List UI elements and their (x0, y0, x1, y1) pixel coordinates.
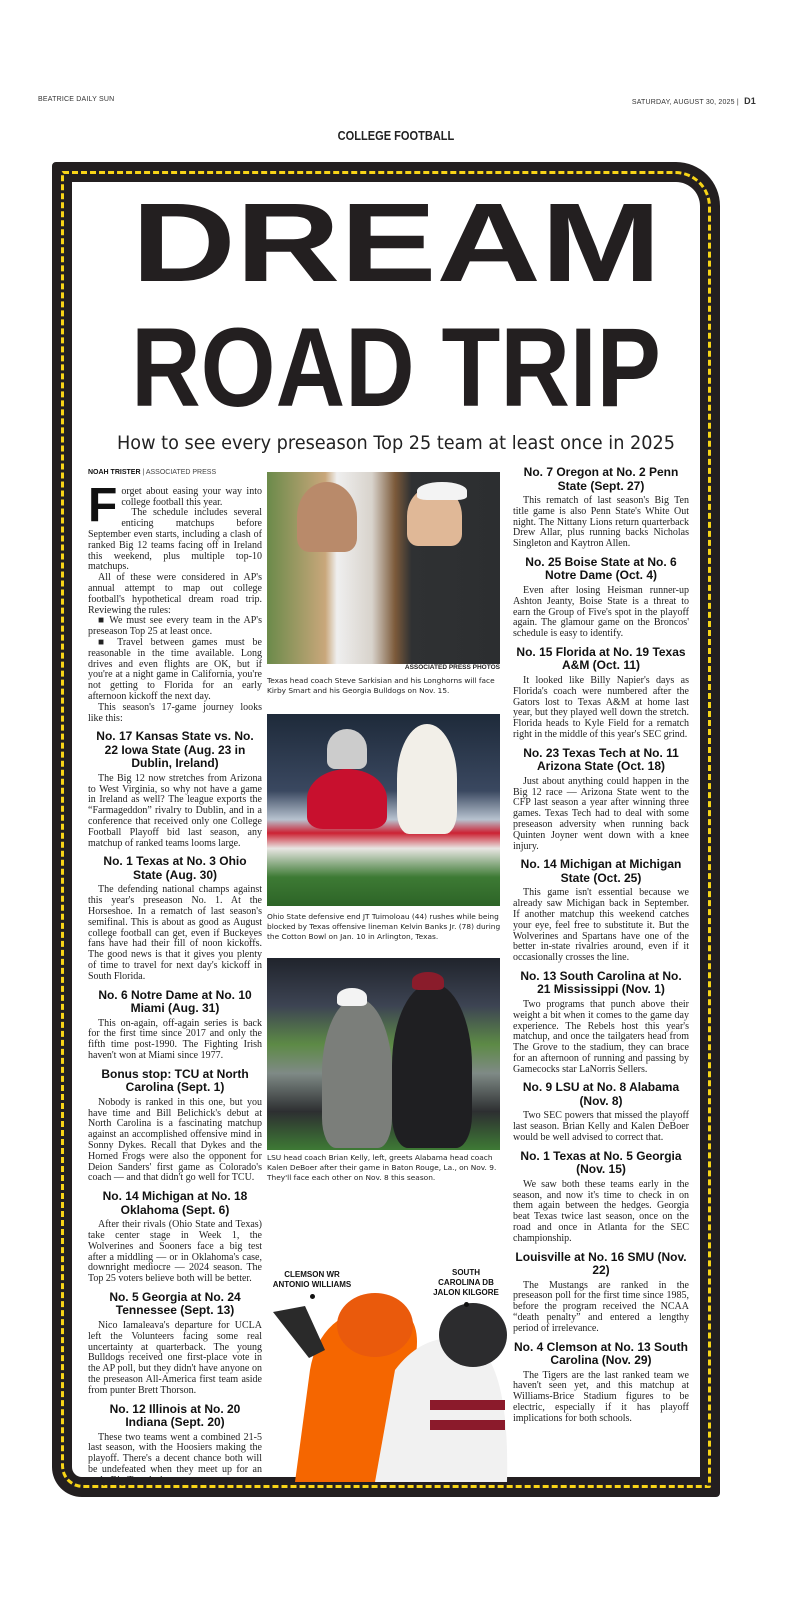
stop-heading: No. 12 Illinois at No. 20 Indiana (Sept. 20) (109, 1401, 241, 1429)
stop-heading: No. 6 Notre Dame at No. 10 Miami (Aug. 31) (98, 987, 252, 1016)
intro-paragraph: ■ We must see every team in the AP's preseason Top 25 at least once. (88, 615, 262, 638)
stop-heading: No. 17 Kansas State vs. No. 22 Iowa State (Aug. 23 in Dublin, Ireland) (96, 729, 254, 771)
intro-paragraph: All of these were considered in AP's annual attempt to map out college football's hypothetical dream road trip. Reviewing the rules: (88, 572, 262, 616)
stop-body: Nobody is ranked in this one, but you have time and Bill Belichick's debut at North Carolina is a fascinating matchup against an accomplished offensive mind in Sonny Dykes. Recall that Dykes and the Horned Frogs were also the opponent for Deion Sanders' first game as Colorado's coach — and that didn't go well for TCU. (88, 1096, 262, 1184)
stop-heading: No. 14 Michigan at Michigan State (Oct. 25) (520, 857, 682, 885)
photo-credit: ASSOCIATED PRESS PHOTOS (404, 664, 500, 671)
stop-heading: Louisville at No. 16 SMU (Nov. 22) (515, 1249, 687, 1278)
stop-body: This game isn't essential because we already saw Michigan back in September. If another matchup this weekend catches your eye, feel free to substitute it. But the Wolverines and Spartans have one of the better in-state rivalries around, even if it occasionally crosses the line. (513, 887, 689, 964)
stop-body: Just about anything could happen in the Big 12 race — Arizona State went to the CFP last season a year after winning three games. Texas Tech had to deal with some preseason adversity when running back Quinten Joyner went down with a knee injury. (513, 775, 689, 852)
photo-caption-2: Ohio State defensive end JT Tuimoloau (44) rushes while being blocked by Texas offensive lineman Kelvin Banks Jr. (78) during the Cotton Bowl on Jan. 10 in Arlington, Texas. (267, 912, 501, 941)
photo-caption-3: LSU head coach Brian Kelly, left, greets Alabama head coach Kalen DeBoer after their game in Baton Rouge, La., on Nov. 9. They'll face each other on Nov. 8 this season. (267, 1153, 497, 1182)
stop-heading: No. 14 Michigan at No. 18 Oklahoma (Sept. 6) (102, 1189, 248, 1217)
photo-ohio-state-texas (267, 714, 500, 906)
stop-body: Nico Iamaleava's departure for UCLA left the Volunteers facing some real uncertainty at quarterback. The young Bulldogs received one first-place vote in the AP poll, but they didn't have anyone on the preseason All-America first team aside from punter Brett Thorson. (88, 1319, 262, 1396)
subheadline: How to see every preseason Top 25 team at least once in 2025 (117, 432, 675, 454)
stop-body: Two programs that punch above their weight a bit when it comes to the game day experience. The Rebels host this year's matchup, and once the tailgaters head from The Grove to the stadium, they can brace for an afternoon of running and passing by Gamecocks star LaNorris Sellers. (513, 998, 689, 1075)
author: NOAH TRISTER (88, 469, 141, 476)
stop-body: We saw both these teams early in the season, and now it's time to check in on them again between the hedges. Georgia beat Texas twice last season, once on the road and once in Atlanta for the SEC championship. (513, 1178, 689, 1244)
section-label: COLLEGE FOOTBALL (337, 128, 455, 143)
stop-heading: No. 9 LSU at No. 8 Alabama (Nov. 8) (522, 1080, 680, 1108)
stop-heading: No. 13 South Carolina at No. 21 Mississippi (Nov. 1) (520, 968, 682, 997)
intro-paragraph: The schedule includes several enticing matchups before September even starts, including a clash of ranked Big 12 teams facing off in Ireland this weekend, plus multiple top-10 matchups. (88, 507, 262, 573)
glove (273, 1306, 325, 1358)
stop-heading: No. 15 Florida at No. 19 Texas A&M (Oct. 11) (516, 644, 686, 673)
byline (88, 468, 262, 479)
separator: | (736, 99, 739, 106)
stop-heading: No. 4 Clemson at No. 13 South Carolina (Nov. 29) (513, 1339, 689, 1368)
headline-line2: ROAD TRIP (131, 305, 661, 430)
stop-body: The Tigers are the last ranked team we haven't seen yet, and this matchup at Williams-Brice Stadium figures to be electric, especially if it has playoff implications for both schools. (513, 1369, 689, 1424)
photo-kelly-deboer (267, 958, 500, 1150)
newspaper-name: BEATRICE DAILY SUN (38, 96, 115, 103)
stop-heading: No. 5 Georgia at No. 24 Tennessee (Sept. 13) (109, 1289, 241, 1318)
stop-heading: No. 7 Oregon at No. 2 Penn State (Sept. 27) (523, 465, 679, 493)
photo-sarkisian-smart (267, 472, 500, 664)
stop-body: The Mustangs are ranked in the preseason poll for the first time since 1985, before the program received the NCAA “death penalty” and entered a lengthy period of irrelevance. (513, 1279, 689, 1334)
stop-body: Two SEC powers that missed the playoff last season. Brian Kelly and Kalen DeBoer would be well advised to correct that. (513, 1110, 689, 1144)
stop-heading: No. 1 Texas at No. 5 Georgia (Nov. 15) (520, 1148, 682, 1177)
byline-separator: | (142, 469, 145, 476)
stop-heading: No. 25 Boise State at No. 6 Notre Dame (Oct. 4) (525, 554, 677, 583)
stop-body: This rematch of last season's Big Ten title game is also Penn State's White Out night. The Nittany Lions return quarterback Drew Allar, plus running backs Nicholas Singleton and Kaytron Allen. (513, 495, 689, 550)
headline-line1-row (0, 180, 792, 305)
stop-body: This on-again, off-again series is back for the first time since 2017 and only the fifth time post-1990. The Fighting Irish haven't won at Miami since 1977. (88, 1017, 262, 1061)
page-number: D1 (744, 96, 756, 106)
stop-heading: Bonus stop: TCU at North Carolina (Sept. 1) (101, 1066, 249, 1095)
issue-date: SATURDAY, AUGUST 30, 2025 (631, 99, 735, 106)
right-column (513, 466, 689, 1425)
stop-body: These two teams went a combined 21-5 last season, with the Hoosiers making the playoff. There's a decent chance both will be undefeated when they meet up for an early Big Ten clash. (88, 1431, 262, 1486)
stop-body: It looked like Billy Napier's days as Florida's coach were numbered after the Gators lost to Texas A&M at home last year, but they played well down the stretch. Florida heads to Kyle Field for a rematch right in the middle of this year's SEC grind. (513, 674, 689, 740)
photo-caption-1: Texas head coach Steve Sarkisian and his Longhorns will face Kirby Smart and his Georgia Bulldogs on Nov. 15. (267, 676, 495, 695)
headline-line1: DREAM (131, 180, 661, 305)
drop-cap: F (88, 478, 118, 532)
intro-paragraph: This season's 17-game journey looks like this: (88, 701, 262, 724)
issue-date-page (632, 96, 756, 106)
intro-paragraph: orget about easing your way into college football this year. (121, 485, 262, 508)
stop-body: The Big 12 now stretches from Arizona to West Virginia, so why not have a game in Ireland as well? The league exports the “Farmageddon” rivalry to Dublin, and in a conference that received only one College Football Playoff bid last season, any matchup of ranked teams looms large. (88, 772, 262, 849)
clemson-helmet (337, 1293, 413, 1357)
stop-body: The defending national champs against this year's preseason No. 1. At the Horseshoe. In a rematch of last season's semifinal. This is about as good as August college football can get, even if Buckeyes fans have had their fill of noon kickoffs. The good news is that it gives you plenty of time to travel for next day's kickoff in South Florida. (88, 884, 262, 982)
cutout-label-south-carolina: SOUTH CAROLINA DB JALON KILGORE (430, 1268, 502, 1307)
cutout-label-clemson: CLEMSON WR ANTONIO WILLIAMS (268, 1270, 356, 1299)
gamecock-helmet (439, 1303, 507, 1367)
headline-line2-row (0, 305, 792, 430)
stop-body: Even after losing Heisman runner-up Ashton Jeanty, Boise State is a threat to earn the Group of Five's spot in the playoff again. The glamour game on the Broncos' schedule is easy to identify. (513, 584, 689, 640)
stop-body: After their rivals (Ohio State and Texas) take center stage in Week 1, the Wolverines and Sooners face a big test after a middling — or in Oklahoma's case, downright mediocre — 2024 season. The Top 25 voters believe both will be better. (88, 1219, 262, 1285)
byline-org: ASSOCIATED PRESS (145, 469, 217, 476)
intro-paragraph: ■ Travel between games must be reasonable in the time available. Long drives and even flights are OK, but if you're at a night game in California, you're not getting to Florida for an early afternoon kickoff the next day. (88, 636, 262, 702)
stop-heading: No. 23 Texas Tech at No. 11 Arizona State (Oct. 18) (523, 745, 679, 774)
stop-heading: No. 1 Texas at No. 3 Ohio State (Aug. 30) (103, 854, 247, 882)
